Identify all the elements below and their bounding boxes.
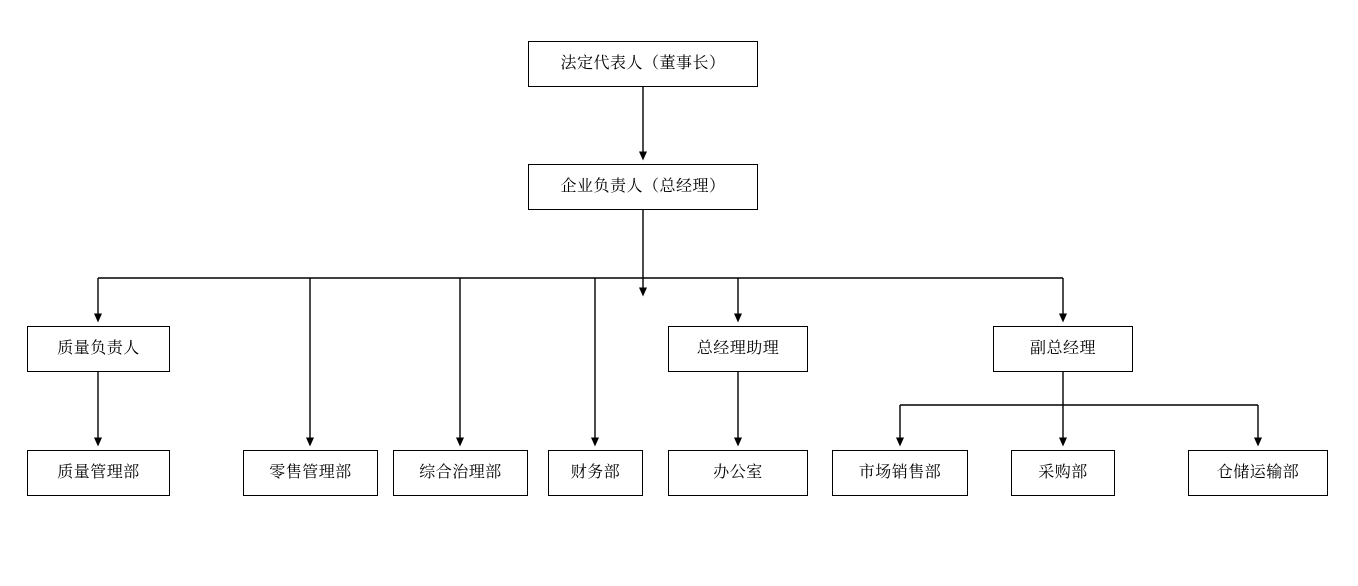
node-purchasing-dept[interactable] (1011, 450, 1115, 496)
node-finance-dept[interactable] (548, 450, 643, 496)
node-label: 法定代表人（董事长） (560, 55, 726, 73)
node-label: 仓储运输部 (1216, 464, 1300, 482)
node-label: 财务部 (570, 464, 621, 482)
node-label: 零售管理部 (269, 464, 352, 482)
node-general-manager[interactable] (528, 164, 758, 210)
node-label: 总经理助理 (696, 340, 780, 358)
node-general-governance-dept[interactable] (393, 450, 528, 496)
node-quality-management-dept[interactable] (27, 450, 170, 496)
node-retail-management-dept[interactable] (243, 450, 378, 496)
node-label: 办公室 (713, 464, 763, 482)
node-legal-representative[interactable] (528, 41, 758, 87)
node-label: 副总经理 (1029, 340, 1096, 358)
node-office[interactable] (668, 450, 808, 496)
node-deputy-general-manager[interactable] (993, 326, 1133, 372)
node-label: 综合治理部 (419, 464, 502, 482)
node-label: 质量管理部 (57, 464, 140, 482)
node-quality-head[interactable] (27, 326, 170, 372)
node-label: 市场销售部 (858, 464, 942, 482)
node-warehouse-transport-dept[interactable] (1188, 450, 1328, 496)
node-label: 质量负责人 (57, 340, 140, 358)
node-label: 企业负责人（总经理） (560, 178, 726, 196)
node-marketing-sales-dept[interactable] (832, 450, 968, 496)
node-label: 采购部 (1038, 464, 1088, 482)
node-gm-assistant[interactable] (668, 326, 808, 372)
